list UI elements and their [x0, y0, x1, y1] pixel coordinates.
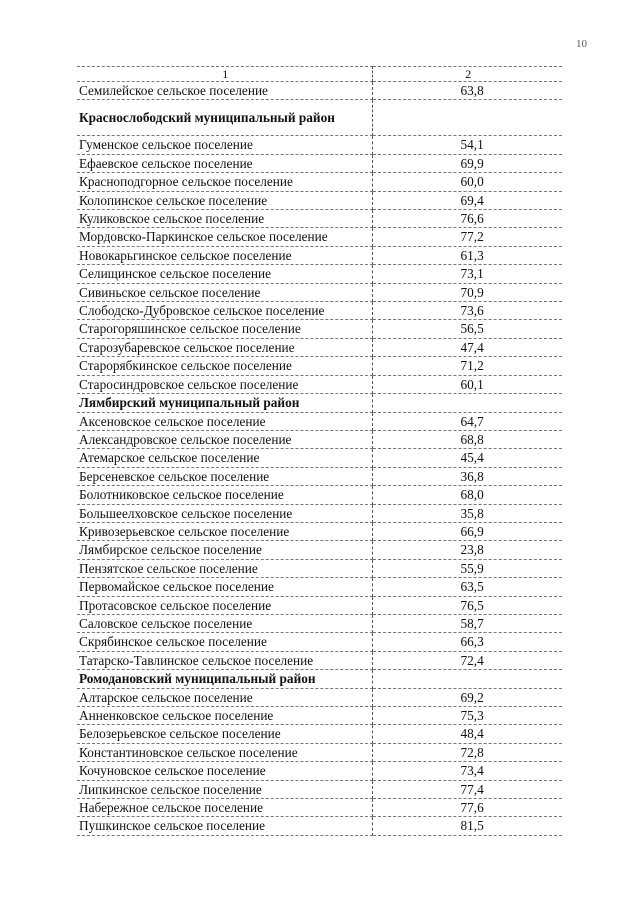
table-header-row [77, 67, 562, 82]
table-row [77, 707, 562, 725]
settlement-name: Старосиндровское сельское поселение [77, 375, 372, 393]
settlement-name: Александровское сельское поселение [77, 430, 372, 448]
settlement-value: 35,8 [372, 504, 562, 522]
table-row [77, 780, 562, 798]
settlement-value: 77,2 [372, 228, 562, 246]
settlement-name: Анненковское сельское поселение [77, 707, 372, 725]
settlement-value: 75,3 [372, 707, 562, 725]
settlement-value: 68,8 [372, 430, 562, 448]
settlement-name: Пушкинское сельское поселение [77, 817, 372, 835]
table-row [77, 614, 562, 632]
settlement-name: Сивиньское сельское поселение [77, 283, 372, 301]
settlement-value: 76,6 [372, 210, 562, 228]
table-row [77, 357, 562, 375]
settlement-name: Старогоряшинское сельское поселение [77, 320, 372, 338]
settlement-value: 60,0 [372, 173, 562, 191]
settlement-value: 63,5 [372, 578, 562, 596]
table-body [77, 67, 562, 836]
settlement-value: 66,3 [372, 633, 562, 651]
settlement-name: Селищинское сельское поселение [77, 265, 372, 283]
settlement-value: 71,2 [372, 357, 562, 375]
section-title: Ромодановский муниципальный район [77, 670, 372, 688]
column-header-1: 1 [77, 67, 372, 82]
settlement-value: 58,7 [372, 614, 562, 632]
table-row [77, 467, 562, 485]
settlement-name: Старозубаревское сельское поселение [77, 338, 372, 356]
settlement-name: Протасовское сельское поселение [77, 596, 372, 614]
table-row [77, 541, 562, 559]
section-row [77, 394, 562, 412]
table-row [77, 522, 562, 540]
table-row [77, 265, 562, 283]
settlement-name: Первомайское сельское поселение [77, 578, 372, 596]
settlement-value: 69,2 [372, 688, 562, 706]
settlement-name: Колопинское сельское поселение [77, 191, 372, 209]
table-row [77, 82, 562, 100]
settlement-name: Аксеновское сельское поселение [77, 412, 372, 430]
settlement-value: 73,6 [372, 302, 562, 320]
table-row [77, 651, 562, 669]
settlement-name: Саловское сельское поселение [77, 614, 372, 632]
settlement-value: 56,5 [372, 320, 562, 338]
settlement-name: Семилейское сельское поселение [77, 82, 372, 100]
table-row [77, 302, 562, 320]
settlement-value: 69,4 [372, 191, 562, 209]
settlement-value: 64,7 [372, 412, 562, 430]
section-title: Краснослободский муниципальный район [77, 100, 372, 136]
table-row [77, 228, 562, 246]
table-row [77, 136, 562, 154]
settlement-value: 73,4 [372, 762, 562, 780]
settlement-name: Слободско-Дубровское сельское поселение [77, 302, 372, 320]
settlement-name: Старорябкинское сельское поселение [77, 357, 372, 375]
table-row [77, 173, 562, 191]
settlement-name: Набережное сельское поселение [77, 799, 372, 817]
section-row [77, 100, 562, 136]
table-row [77, 320, 562, 338]
settlement-name: Лямбирское сельское поселение [77, 541, 372, 559]
settlement-value: 76,5 [372, 596, 562, 614]
settlement-value: 72,4 [372, 651, 562, 669]
settlement-value: 54,1 [372, 136, 562, 154]
table-row [77, 633, 562, 651]
settlement-name: Большеелховское сельское поселение [77, 504, 372, 522]
section-title: Лямбирский муниципальный район [77, 394, 372, 412]
table-row [77, 799, 562, 817]
table-row [77, 283, 562, 301]
table-row [77, 154, 562, 172]
settlement-name: Ефаевское сельское поселение [77, 154, 372, 172]
settlement-name: Берсеневское сельское поселение [77, 467, 372, 485]
table-row [77, 743, 562, 761]
settlement-name: Куликовское сельское поселение [77, 210, 372, 228]
table-row [77, 338, 562, 356]
settlement-value: 77,6 [372, 799, 562, 817]
table-row [77, 486, 562, 504]
settlement-name: Болотниковское сельское поселение [77, 486, 372, 504]
table-row [77, 430, 562, 448]
settlement-value: 70,9 [372, 283, 562, 301]
table-row [77, 375, 562, 393]
table-row [77, 504, 562, 522]
section-value-cell [372, 394, 562, 412]
page-number: 10 [576, 38, 587, 50]
table-row [77, 210, 562, 228]
table-row [77, 559, 562, 577]
table-row [77, 449, 562, 467]
settlement-value: 77,4 [372, 780, 562, 798]
section-row [77, 670, 562, 688]
settlement-value: 81,5 [372, 817, 562, 835]
settlement-name: Новокарьгинское сельское поселение [77, 246, 372, 264]
settlement-name: Белозерьевское сельское поселение [77, 725, 372, 743]
table-row [77, 191, 562, 209]
settlement-name: Татарско-Тавлинское сельское поселение [77, 651, 372, 669]
settlement-value: 45,4 [372, 449, 562, 467]
settlement-value: 23,8 [372, 541, 562, 559]
settlement-value: 63,8 [372, 82, 562, 100]
table-row [77, 688, 562, 706]
table-row [77, 246, 562, 264]
settlement-name: Атемарское сельское поселение [77, 449, 372, 467]
settlement-value: 66,9 [372, 522, 562, 540]
table-row [77, 725, 562, 743]
settlement-value: 55,9 [372, 559, 562, 577]
settlement-value: 73,1 [372, 265, 562, 283]
settlement-name: Алтарское сельское поселение [77, 688, 372, 706]
settlement-name: Кочуновское сельское поселение [77, 762, 372, 780]
settlement-value: 60,1 [372, 375, 562, 393]
settlement-name: Красноподгорное сельское поселение [77, 173, 372, 191]
settlement-name: Пензятское сельское поселение [77, 559, 372, 577]
table-row [77, 762, 562, 780]
column-header-2: 2 [372, 67, 562, 82]
section-value-cell [372, 670, 562, 688]
settlement-name: Скрябинское сельское поселение [77, 633, 372, 651]
settlement-name: Липкинское сельское поселение [77, 780, 372, 798]
settlement-value: 36,8 [372, 467, 562, 485]
table-row [77, 578, 562, 596]
settlement-value: 48,4 [372, 725, 562, 743]
table-row [77, 817, 562, 835]
data-table [77, 66, 562, 836]
table-row [77, 596, 562, 614]
settlement-value: 47,4 [372, 338, 562, 356]
section-value-cell [372, 100, 562, 136]
settlement-name: Мордовско-Паркинское сельское поселение [77, 228, 372, 246]
settlement-value: 61,3 [372, 246, 562, 264]
settlement-value: 69,9 [372, 154, 562, 172]
settlement-name: Гуменское сельское поселение [77, 136, 372, 154]
settlement-name: Константиновское сельское поселение [77, 743, 372, 761]
settlement-name: Кривозерьевское сельское поселение [77, 522, 372, 540]
settlement-value: 68,0 [372, 486, 562, 504]
table-row [77, 412, 562, 430]
settlement-value: 72,8 [372, 743, 562, 761]
